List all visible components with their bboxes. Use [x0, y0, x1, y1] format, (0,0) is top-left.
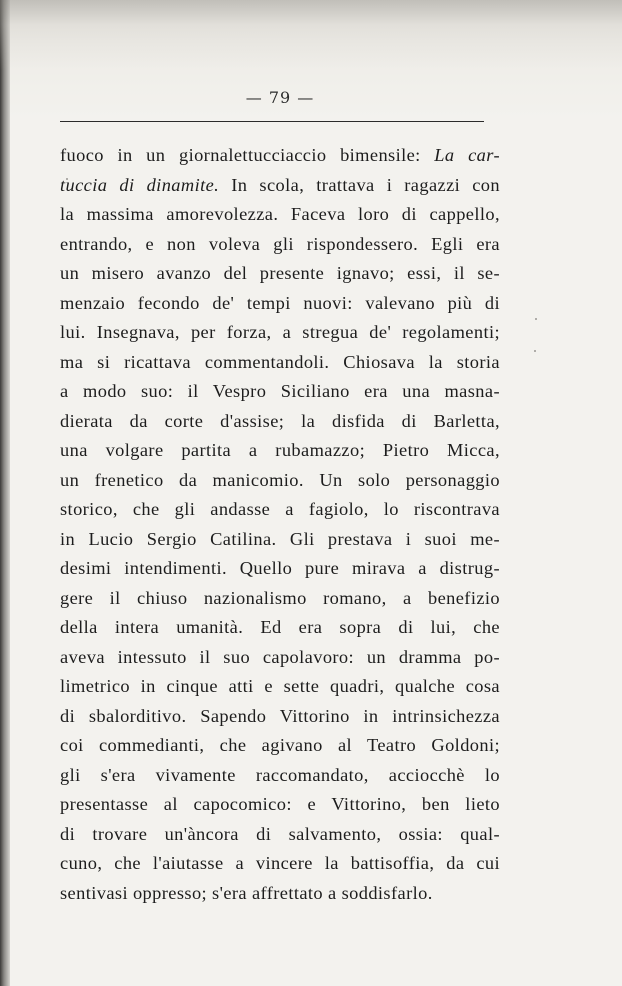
page-top-shadow — [0, 0, 622, 70]
text-line: ma si ricattava commentandoli. Chiosava la storia — [60, 351, 500, 372]
text-line: storico, che gli andasse a fagiolo, lo riscontrava — [60, 499, 500, 519]
text-line: di trovare un'àncora di salvamento, ossia: qual- — [60, 823, 500, 844]
text-line: un frenetico da manicomio. Un solo personaggio — [60, 469, 500, 490]
text-line: una volgare partita a rubamazzo; Pietro Micca, — [60, 440, 500, 460]
text-line — [60, 171, 500, 201]
text-line: gli s'era vivamente raccomandato, acciocchè lo — [60, 764, 500, 785]
paper-speck — [535, 318, 537, 320]
text-run: In scola, trattava i ragazzi con — [219, 174, 500, 195]
text-run: fuoco in un giornalettucciaccio bimensile: — [60, 145, 435, 165]
header-rule — [60, 121, 484, 122]
text-line: aveva intessuto il suo capolavoro: un dramma po- — [60, 646, 500, 667]
text-line — [60, 141, 500, 171]
text-line-last: sentivasi oppresso; s'era affrettato a soddisfarlo. — [60, 882, 433, 903]
page-number: — 79 — — [245, 88, 315, 107]
text-line: della intera umanità. Ed era sopra di lui, che — [60, 617, 500, 637]
text-line: dierata da corte d'assise; la disfida di Barletta, — [60, 410, 500, 431]
text-line: gere il chiuso nazionalismo romano, a benefizio — [60, 587, 500, 608]
text-line: in Lucio Sergio Catilina. Gli prestava i suoi me- — [60, 528, 500, 549]
paper-speck — [534, 350, 536, 352]
text-line: limetrico in cinque atti e sette quadri, qualche cosa — [60, 676, 500, 696]
text-line: un misero avanzo del presente ignavo; essi, il se- — [60, 263, 500, 283]
text-line: lui. Insegnava, per forza, a stregua de' regolamenti; — [60, 322, 500, 342]
text-line: la massima amorevolezza. Faceva loro di cappello, — [60, 204, 500, 224]
text-line: di sbalorditivo. Sapendo Vittorino in intrinsichezza — [60, 705, 500, 726]
italic-title: tuccia di dinamite. — [60, 174, 220, 195]
text-line: presentasse al capocomico: e Vittorino, ben lieto — [60, 794, 500, 814]
italic-title: La car- — [434, 145, 500, 165]
text-line: cuno, che l'aiutasse a vincere la battisoffia, da cui — [60, 853, 500, 873]
text-line: menzaio fecondo de' tempi nuovi: valevano più di — [60, 292, 500, 313]
text-line: coi commedianti, che agivano al Teatro Goldoni; — [60, 735, 500, 755]
body-text — [60, 141, 500, 908]
text-line: entrando, e non voleva gli rispondessero. Egli era — [60, 233, 500, 254]
text-line: a modo suo: il Vespro Siciliano era una masna- — [60, 381, 500, 401]
text-line: desimi intendimenti. Quello pure mirava a distrug- — [60, 558, 500, 578]
page-spine-shadow — [0, 0, 10, 986]
